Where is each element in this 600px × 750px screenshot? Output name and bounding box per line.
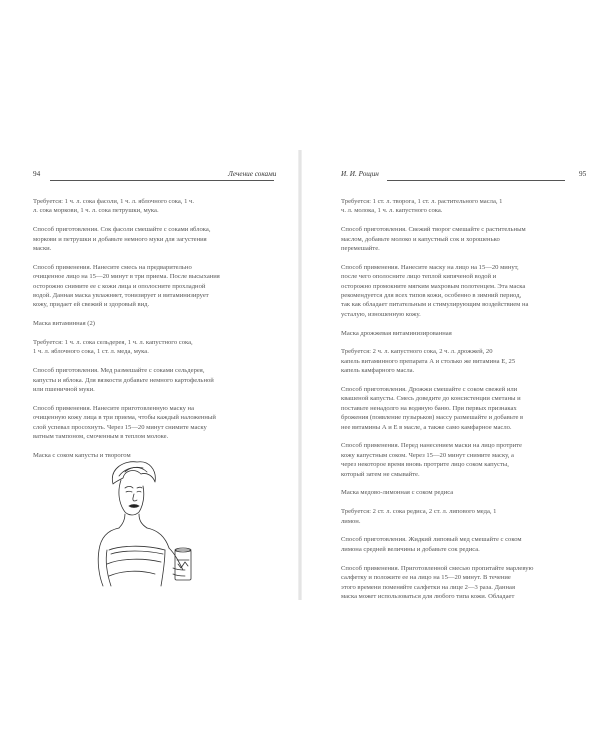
text-line: лимон. (341, 517, 361, 525)
text-line: Способ применения. Перед нанесением маски на лицо протрите (341, 442, 522, 450)
text-line: слой успевал просохнуть. Через 15—20 минут снимите маску (33, 423, 207, 431)
right-running-head: И. И. Рощин (341, 170, 379, 178)
text-line: так как обладает питательным и стимулирующим воздействием на (341, 301, 529, 309)
text-line: Требуется: 2 ч. л. капустного сока, 2 ч. л. дрожжей, 20 (341, 348, 493, 356)
text-line: Способ приготовления. Свежий творог смешайте с растительным (341, 226, 526, 234)
paragraph (33, 225, 273, 253)
text-line: капусты и яблока. Для вязкости добавьте немного картофельной (33, 376, 214, 384)
text-line: осторожно промокните мягким махровым полотенцем. Эта маска (341, 282, 526, 290)
text-line: Способ приготовления. Жидкий липовый мед смешайте с соком (341, 536, 522, 544)
text-line: ч. л. молока, 1 ч. л. капустного сока. (341, 207, 443, 215)
text-line: перемешайте. (341, 245, 380, 253)
text-line: усталую, изношенную кожу. (341, 310, 421, 318)
text-line: очищенное лицо на 15—20 минут в три приема. После высыхания (33, 273, 220, 281)
text-line: капель витаминного препарата А и столько же витамина Е, 25 (341, 357, 516, 365)
paragraph (341, 329, 581, 338)
text-line: капель камфарного масла. (341, 367, 415, 375)
text-line: или пшеничной муки. (33, 386, 95, 394)
paragraph (33, 404, 273, 442)
text-line: Способ применения. Нанесите приготовленную маску на (33, 404, 194, 412)
text-line: Способ применения. Нанесите маску на лицо на 15—20 минут, (341, 263, 519, 271)
text-line: Маска дрожжевая витаминизированная (341, 329, 452, 337)
text-line: салфетку и положите ее на лицо на 15—20 минут. В течение (341, 574, 511, 582)
paragraph (341, 535, 581, 554)
woman-illustration (95, 458, 205, 588)
text-line: Маска витаминная (2) (33, 320, 95, 328)
text-line: л. сока моркови, 1 ч. л. сока петрушки, мука. (33, 207, 159, 215)
paragraph (341, 507, 581, 526)
text-line: кожу, придает ей свежий и здоровый вид. (33, 301, 150, 309)
text-line: Способ приготовления. Мед размешайте с соками сельдерея, (33, 367, 205, 375)
text-line: Требуется: 1 ст. л. творога, 1 ст. л. растительного масла, 1 (341, 198, 503, 205)
paragraph (341, 225, 581, 253)
text-line: Способ применения. Нанесите смесь на предварительно (33, 263, 192, 271)
left-body-text (33, 197, 273, 470)
text-line: Маска медово-лимонная с соком редиса (341, 489, 454, 497)
text-line: Способ приготовления. Дрожжи смешайте с соком свежей или (341, 386, 518, 394)
text-line: который затем не смывайте. (341, 470, 420, 478)
right-page-number: 95 (579, 170, 587, 178)
text-line: водой. Данная маска увлажняет, тонизирует и витаминизирует (33, 292, 209, 300)
text-line: после чего ополосните лицо теплой кипяченой водой и (341, 273, 497, 281)
right-body-text (341, 197, 581, 611)
text-line: Способ применения. Приготовленной смесью пропитайте марлевую (341, 564, 534, 572)
text-line: осторожно снимите ее с кожи лица и ополосните прохладной (33, 282, 206, 290)
paragraph (341, 488, 581, 497)
text-line: маски. (33, 245, 52, 253)
paragraph (341, 197, 581, 216)
paragraph (33, 338, 273, 357)
left-page-number: 94 (33, 170, 41, 178)
right-page (300, 0, 600, 750)
text-line: поставьте ненадолго на водяную баню. При первых признаках (341, 404, 517, 412)
text-line: рекомендуется для всех типов кожи, особенно в зимний период, (341, 292, 522, 300)
paragraph (33, 197, 273, 216)
text-line: 1 ч. л. яблочного сока, 1 ст. л. меда, мука. (33, 348, 149, 356)
paragraph (33, 366, 273, 394)
paragraph (341, 263, 581, 319)
text-line: квашеной капусты. Смесь доведите до консистенции сметаны и (341, 395, 521, 403)
paragraph (341, 347, 581, 375)
paragraph (341, 564, 581, 602)
paragraph (341, 441, 581, 479)
text-line: этого времени поменяйте салфетки на лице 2—3 раза. Данная (341, 583, 515, 591)
right-header-rule (387, 180, 565, 181)
text-line: Требуется: 1 ч. л. сока сельдерея, 1 ч. л. капустного сока, (33, 339, 193, 347)
text-line: через некоторое время вновь протрите лицо соком капусты, (341, 461, 509, 469)
text-line: Маска с соком капусты и творогом (33, 451, 131, 459)
paragraph (33, 263, 273, 310)
text-line: моркови и петрушки и добавьте немного муки для загустения (33, 235, 207, 243)
text-line: очищенную кожу лица в три приема, чтобы каждый наложенный (33, 414, 216, 422)
paragraph (341, 385, 581, 432)
paragraph (33, 319, 273, 328)
left-header-rule (50, 180, 274, 181)
text-line: кожу капустным соком. Через 15—20 минут снимите маску, а (341, 451, 514, 459)
text-line: брожения (появление пузырьков) массу размешайте и добавьте в (341, 414, 524, 422)
text-line: маска может использоваться для любого типа кожи. Обладает (341, 592, 515, 600)
left-running-head: Лечение соками (228, 170, 277, 178)
text-line: Способ приготовления. Сок фасоли смешайте с соками яблока, (33, 226, 211, 234)
text-line: лимона средней величины и добавьте сок редиса. (341, 545, 480, 553)
text-line: нее витамины А и Е в масле, а также само камфарное масло. (341, 423, 512, 431)
text-line: Требуется: 2 ст. л. сока редиса, 2 ст. л. липового меда, 1 (341, 508, 497, 516)
text-line: Требуется: 1 ч. л. сока фасоли, 1 ч. л. яблочного сока, 1 ч. (33, 198, 195, 205)
text-line: ватным тампоном, смоченным в теплом молоке. (33, 433, 169, 441)
text-line: маслом, добавьте молоко и капустный сок и хорошенько (341, 235, 500, 243)
